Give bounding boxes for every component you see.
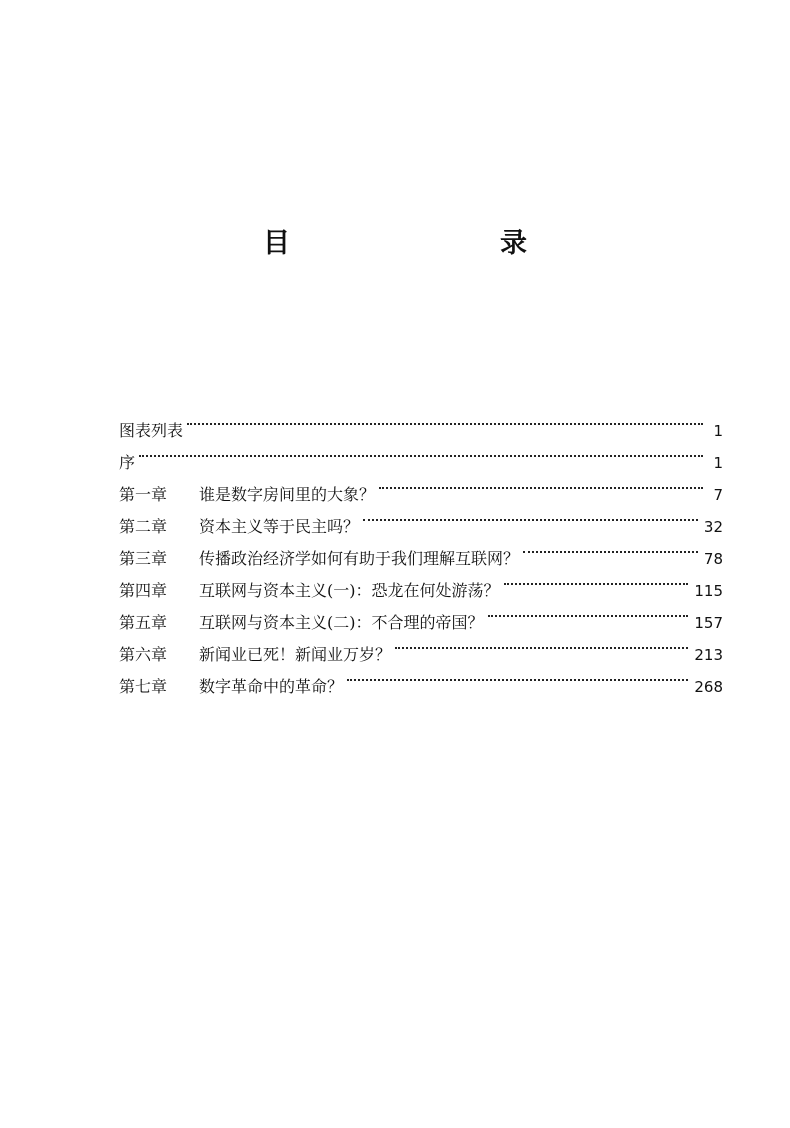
dot-leader (504, 564, 689, 596)
toc-entry-chapter-1[interactable] (119, 468, 723, 504)
page-title: 目 录 (263, 228, 579, 259)
toc-entry-title: 谁是数字房间里的大象？ (199, 485, 376, 504)
dot-leader (488, 596, 689, 628)
dot-leader (363, 500, 698, 532)
dot-leader (523, 532, 698, 564)
dot-leader (187, 404, 703, 436)
toc-entry-page: 1 (713, 454, 723, 472)
toc-entry-title: 序 (119, 453, 136, 472)
toc-entry-title: 新闻业已死！新闻业万岁？ (199, 645, 392, 664)
toc-entry-chapter: 第六章 (119, 645, 168, 664)
toc-entry-chapter: 第五章 (119, 613, 168, 632)
dot-leader (347, 660, 688, 692)
toc-entry-chapter: 第三章 (119, 549, 168, 568)
toc-entry-title: 互联网与资本主义(一)：恐龙在何处游荡？ (199, 581, 500, 600)
dot-leader (139, 436, 703, 468)
toc-entry-chapter: 第七章 (119, 677, 168, 696)
toc-entry-chapter: 第一章 (119, 485, 168, 504)
toc-entry-title: 数字革命中的革命？ (199, 677, 344, 696)
toc-entry-page: 115 (694, 582, 723, 600)
table-of-contents (119, 404, 723, 696)
toc-entry-page: 1 (713, 422, 723, 440)
toc-entry-title: 资本主义等于民主吗？ (199, 517, 360, 536)
toc-entry-page: 78 (703, 550, 723, 568)
toc-entry-chapter: 第二章 (119, 517, 168, 536)
toc-entry-title: 图表列表 (119, 421, 184, 440)
toc-entry-page: 157 (694, 614, 723, 632)
toc-entry-page: 32 (703, 518, 723, 536)
dot-leader (379, 468, 703, 500)
toc-entry-title: 互联网与资本主义(二)：不合理的帝国？ (199, 613, 484, 632)
toc-entry-preface[interactable] (119, 436, 723, 472)
toc-entry-chapter: 第四章 (119, 581, 168, 600)
toc-entry-title: 传播政治经济学如何有助于我们理解互联网？ (199, 549, 520, 568)
toc-entry-page: 268 (694, 678, 723, 696)
dot-leader (395, 628, 688, 660)
toc-entry-page: 213 (694, 646, 723, 664)
toc-entry-figures[interactable] (119, 404, 723, 440)
toc-entry-page: 7 (713, 486, 723, 504)
